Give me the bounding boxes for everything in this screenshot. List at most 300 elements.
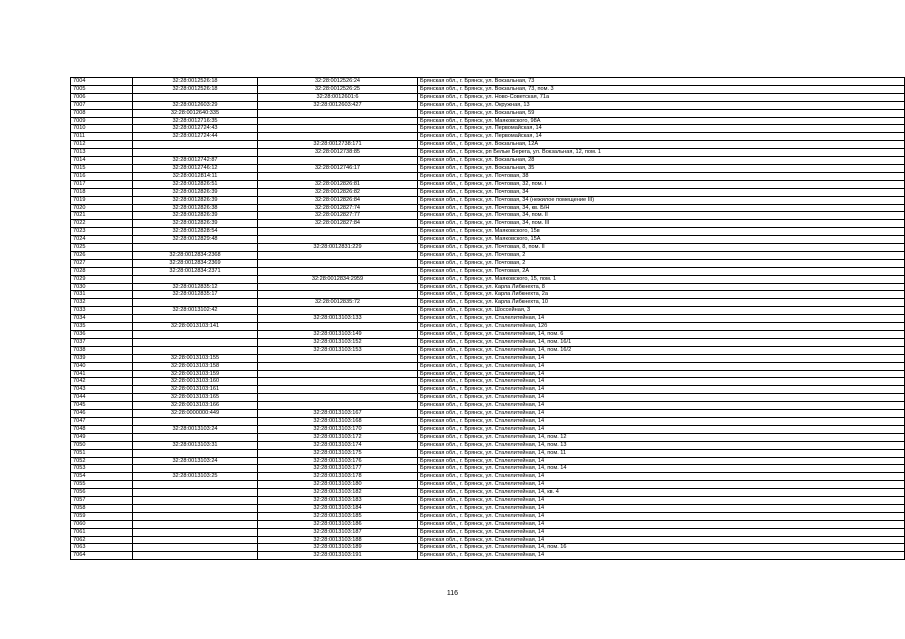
row-number-cell: 7056 bbox=[71, 489, 133, 497]
building-cadastral-number-cell: 32:28:0013103:185 bbox=[258, 512, 418, 520]
table-row bbox=[71, 212, 905, 220]
building-cadastral-number-cell: 32:28:0012827:77 bbox=[258, 212, 418, 220]
land-cadastral-number-cell: 32:28:0000000:449 bbox=[133, 410, 258, 418]
land-cadastral-number-cell: 32:28:0012828:54 bbox=[133, 228, 258, 236]
table-row bbox=[71, 117, 905, 125]
address-cell: Брянская обл., г. Брянск, ул. Почтовая, 2 bbox=[418, 251, 905, 259]
building-cadastral-number-cell: 32:28:0013103:183 bbox=[258, 497, 418, 505]
registry-table-body bbox=[71, 78, 905, 560]
land-cadastral-number-cell: 32:28:0013103:24 bbox=[133, 425, 258, 433]
building-cadastral-number-cell: 32:28:0013103:170 bbox=[258, 425, 418, 433]
land-cadastral-number-cell: 32:28:0012526:18 bbox=[133, 78, 258, 86]
building-cadastral-number-cell: 32:28:0013103:187 bbox=[258, 528, 418, 536]
row-number-cell: 7034 bbox=[71, 315, 133, 323]
address-cell: Брянская обл., г. Брянск, ул. Сталелитейная, 14 bbox=[418, 402, 905, 410]
row-number-cell: 7051 bbox=[71, 449, 133, 457]
row-number-cell: 7019 bbox=[71, 196, 133, 204]
table-row bbox=[71, 101, 905, 109]
land-cadastral-number-cell bbox=[133, 512, 258, 520]
land-cadastral-number-cell bbox=[133, 315, 258, 323]
address-cell: Брянская обл., г. Брянск, ул. Почтовая, 38 bbox=[418, 172, 905, 180]
table-row bbox=[71, 425, 905, 433]
address-cell: Брянская обл., г. Брянск, ул. Сталелитейная, 14 bbox=[418, 457, 905, 465]
building-cadastral-number-cell: 32:28:0013103:174 bbox=[258, 441, 418, 449]
row-number-cell: 7038 bbox=[71, 346, 133, 354]
table-row bbox=[71, 512, 905, 520]
address-cell: Брянская обл., г. Брянск, ул. Сталелитейная, 14 bbox=[418, 378, 905, 386]
building-cadastral-number-cell: 32:28:0012526:25 bbox=[258, 85, 418, 93]
row-number-cell: 7052 bbox=[71, 457, 133, 465]
table-row bbox=[71, 473, 905, 481]
land-cadastral-number-cell bbox=[133, 504, 258, 512]
row-number-cell: 7026 bbox=[71, 251, 133, 259]
building-cadastral-number-cell: 32:28:0013103:175 bbox=[258, 449, 418, 457]
table-row bbox=[71, 402, 905, 410]
address-cell: Брянская обл., г. Брянск, ул. Сталелитейная, 14 bbox=[418, 425, 905, 433]
land-cadastral-number-cell: 32:28:0012834:2371 bbox=[133, 267, 258, 275]
table-row bbox=[71, 410, 905, 418]
row-number-cell: 7004 bbox=[71, 78, 133, 86]
building-cadastral-number-cell: 32:28:0012827:74 bbox=[258, 204, 418, 212]
table-row bbox=[71, 394, 905, 402]
table-row bbox=[71, 141, 905, 149]
land-cadastral-number-cell bbox=[133, 489, 258, 497]
building-cadastral-number-cell bbox=[258, 307, 418, 315]
address-cell: Брянская обл., г. Брянск, ул. Вокзальная, 35 bbox=[418, 164, 905, 172]
land-cadastral-number-cell: 32:28:0012826:38 bbox=[133, 204, 258, 212]
building-cadastral-number-cell: 32:28:0012738:85 bbox=[258, 149, 418, 157]
row-number-cell: 7054 bbox=[71, 473, 133, 481]
row-number-cell: 7063 bbox=[71, 544, 133, 552]
building-cadastral-number-cell bbox=[258, 370, 418, 378]
row-number-cell: 7064 bbox=[71, 552, 133, 560]
address-cell: Брянская обл., г. Брянск, ул. Сталелитейная, 14 bbox=[418, 410, 905, 418]
building-cadastral-number-cell bbox=[258, 133, 418, 141]
address-cell: Брянская обл., г. Брянск, ул. Сталелитейная, 14, пом. 16 bbox=[418, 544, 905, 552]
row-number-cell: 7016 bbox=[71, 172, 133, 180]
land-cadastral-number-cell: 32:28:0013103:165 bbox=[133, 394, 258, 402]
land-cadastral-number-cell bbox=[133, 299, 258, 307]
building-cadastral-number-cell: 32:28:0012526:24 bbox=[258, 78, 418, 86]
row-number-cell: 7032 bbox=[71, 299, 133, 307]
address-cell: Брянская обл., г. Брянск, ул. Почтовая, 34, кв. Б/Н bbox=[418, 204, 905, 212]
row-number-cell: 7031 bbox=[71, 291, 133, 299]
address-cell: Брянская обл., г. Брянск, ул. Вокзальная, 28 bbox=[418, 157, 905, 165]
land-cadastral-number-cell: 32:28:0012746:12 bbox=[133, 164, 258, 172]
row-number-cell: 7053 bbox=[71, 465, 133, 473]
table-row bbox=[71, 323, 905, 331]
row-number-cell: 7022 bbox=[71, 220, 133, 228]
land-cadastral-number-cell: 32:28:0012834:2369 bbox=[133, 259, 258, 267]
row-number-cell: 7030 bbox=[71, 283, 133, 291]
building-cadastral-number-cell: 32:28:0013103:176 bbox=[258, 457, 418, 465]
address-cell: Брянская обл., г. Брянск, ул. Сталелитейная, 14, пом. 12 bbox=[418, 433, 905, 441]
land-cadastral-number-cell: 32:28:0013103:166 bbox=[133, 402, 258, 410]
address-cell: Брянская обл., г. Брянск, ул. Сталелитейная, 14 bbox=[418, 520, 905, 528]
land-cadastral-number-cell: 32:28:0013103:158 bbox=[133, 362, 258, 370]
land-cadastral-number-cell: 32:28:0012834:2368 bbox=[133, 251, 258, 259]
address-cell: Брянская обл., г. Брянск, ул. Сталелитейная, 14 bbox=[418, 315, 905, 323]
land-cadastral-number-cell bbox=[133, 331, 258, 339]
address-cell: Брянская обл., г. Брянск, ул. Почтовая, 34 (нежилое помещение III) bbox=[418, 196, 905, 204]
table-row bbox=[71, 267, 905, 275]
land-cadastral-number-cell bbox=[133, 552, 258, 560]
address-cell: Брянская обл., г. Брянск, ул. Почтовая, 34, пом. III bbox=[418, 220, 905, 228]
building-cadastral-number-cell bbox=[258, 402, 418, 410]
address-cell: Брянская обл., г. Брянск, ул. Сталелитейная, 14 bbox=[418, 512, 905, 520]
building-cadastral-number-cell bbox=[258, 109, 418, 117]
table-row bbox=[71, 552, 905, 560]
building-cadastral-number-cell bbox=[258, 157, 418, 165]
building-cadastral-number-cell bbox=[258, 291, 418, 299]
building-cadastral-number-cell: 32:28:0013103:172 bbox=[258, 433, 418, 441]
land-cadastral-number-cell: 32:28:0013103:25 bbox=[133, 473, 258, 481]
row-number-cell: 7023 bbox=[71, 228, 133, 236]
building-cadastral-number-cell: 32:28:0012738:171 bbox=[258, 141, 418, 149]
building-cadastral-number-cell: 32:28:0013103:184 bbox=[258, 504, 418, 512]
row-number-cell: 7040 bbox=[71, 362, 133, 370]
table-row bbox=[71, 299, 905, 307]
land-cadastral-number-cell: 32:28:0012640:335 bbox=[133, 109, 258, 117]
row-number-cell: 7035 bbox=[71, 323, 133, 331]
row-number-cell: 7060 bbox=[71, 520, 133, 528]
table-row bbox=[71, 489, 905, 497]
land-cadastral-number-cell: 32:28:0013103:141 bbox=[133, 323, 258, 331]
building-cadastral-number-cell bbox=[258, 172, 418, 180]
address-cell: Брянская обл., г. Брянск, ул. Сталелитейная, 12б bbox=[418, 323, 905, 331]
row-number-cell: 7015 bbox=[71, 164, 133, 172]
address-cell: Брянская обл., г. Брянск, ул. Сталелитейная, 14 bbox=[418, 417, 905, 425]
table-row bbox=[71, 228, 905, 236]
land-cadastral-number-cell: 32:28:0012526:18 bbox=[133, 85, 258, 93]
building-cadastral-number-cell: 32:28:0013103:180 bbox=[258, 481, 418, 489]
table-row bbox=[71, 354, 905, 362]
table-row bbox=[71, 441, 905, 449]
building-cadastral-number-cell: 32:28:0013103:149 bbox=[258, 331, 418, 339]
building-cadastral-number-cell bbox=[258, 267, 418, 275]
row-number-cell: 7029 bbox=[71, 275, 133, 283]
land-cadastral-number-cell bbox=[133, 544, 258, 552]
land-cadastral-number-cell bbox=[133, 93, 258, 101]
row-number-cell: 7020 bbox=[71, 204, 133, 212]
land-cadastral-number-cell bbox=[133, 141, 258, 149]
row-number-cell: 7009 bbox=[71, 117, 133, 125]
address-cell: Брянская обл., г. Брянск, ул. Маяковского, 15, пом. 1 bbox=[418, 275, 905, 283]
address-cell: Брянская обл., г. Брянск, ул. Сталелитейная, 14 bbox=[418, 552, 905, 560]
row-number-cell: 7011 bbox=[71, 133, 133, 141]
building-cadastral-number-cell: 32:28:0013103:178 bbox=[258, 473, 418, 481]
row-number-cell: 7050 bbox=[71, 441, 133, 449]
table-row bbox=[71, 291, 905, 299]
land-cadastral-number-cell: 32:28:0012826:39 bbox=[133, 212, 258, 220]
address-cell: Брянская обл., г. Брянск, ул. Сталелитейная, 14 bbox=[418, 473, 905, 481]
table-row bbox=[71, 504, 905, 512]
building-cadastral-number-cell: 32:28:0012826:84 bbox=[258, 196, 418, 204]
row-number-cell: 7045 bbox=[71, 402, 133, 410]
building-cadastral-number-cell: 32:28:0013103:186 bbox=[258, 520, 418, 528]
building-cadastral-number-cell: 32:28:0012826:81 bbox=[258, 180, 418, 188]
table-row bbox=[71, 465, 905, 473]
row-number-cell: 7048 bbox=[71, 425, 133, 433]
land-cadastral-number-cell bbox=[133, 520, 258, 528]
row-number-cell: 7039 bbox=[71, 354, 133, 362]
table-row bbox=[71, 172, 905, 180]
land-cadastral-number-cell bbox=[133, 244, 258, 252]
table-row bbox=[71, 378, 905, 386]
row-number-cell: 7028 bbox=[71, 267, 133, 275]
land-cadastral-number-cell: 32:28:0012835:17 bbox=[133, 291, 258, 299]
building-cadastral-number-cell: 32:28:0013103:152 bbox=[258, 338, 418, 346]
address-cell: Брянская обл., г. Брянск, ул. Сталелитейная, 14 bbox=[418, 370, 905, 378]
table-row bbox=[71, 338, 905, 346]
address-cell: Брянская обл., г. Брянск, ул. Сталелитейная, 14, пом. 11 bbox=[418, 449, 905, 457]
table-row bbox=[71, 244, 905, 252]
table-row bbox=[71, 85, 905, 93]
building-cadastral-number-cell: 32:28:0012746:17 bbox=[258, 164, 418, 172]
address-cell: Брянская обл., г. Брянск, ул. Карла Либкнехта, 8 bbox=[418, 283, 905, 291]
row-number-cell: 7013 bbox=[71, 149, 133, 157]
land-cadastral-number-cell: 32:28:0013102:42 bbox=[133, 307, 258, 315]
building-cadastral-number-cell: 32:28:0012827:84 bbox=[258, 220, 418, 228]
building-cadastral-number-cell bbox=[258, 251, 418, 259]
land-cadastral-number-cell bbox=[133, 275, 258, 283]
address-cell: Брянская обл., г. Брянск, ул. Вокзальная, 73, пом. 3 bbox=[418, 85, 905, 93]
row-number-cell: 7057 bbox=[71, 497, 133, 505]
land-cadastral-number-cell: 32:28:0012826:39 bbox=[133, 220, 258, 228]
address-cell: Брянская обл., г. Брянск, ул. Маяковского, 15в bbox=[418, 228, 905, 236]
table-row bbox=[71, 109, 905, 117]
land-cadastral-number-cell: 32:28:0013103:161 bbox=[133, 386, 258, 394]
address-cell: Брянская обл., г. Брянск, ул. Сталелитейная, 14, кв. 4 bbox=[418, 489, 905, 497]
table-row bbox=[71, 520, 905, 528]
row-number-cell: 7007 bbox=[71, 101, 133, 109]
building-cadastral-number-cell: 32:28:0013103:168 bbox=[258, 417, 418, 425]
building-cadastral-number-cell: 32:28:0012601:6 bbox=[258, 93, 418, 101]
building-cadastral-number-cell: 32:28:0013103:133 bbox=[258, 315, 418, 323]
row-number-cell: 7024 bbox=[71, 236, 133, 244]
table-row bbox=[71, 362, 905, 370]
table-row bbox=[71, 149, 905, 157]
row-number-cell: 7010 bbox=[71, 125, 133, 133]
building-cadastral-number-cell: 32:28:0013103:191 bbox=[258, 552, 418, 560]
table-row bbox=[71, 497, 905, 505]
row-number-cell: 7062 bbox=[71, 536, 133, 544]
row-number-cell: 7033 bbox=[71, 307, 133, 315]
table-row bbox=[71, 196, 905, 204]
row-number-cell: 7025 bbox=[71, 244, 133, 252]
land-cadastral-number-cell: 32:28:0012826:51 bbox=[133, 180, 258, 188]
table-row bbox=[71, 259, 905, 267]
row-number-cell: 7008 bbox=[71, 109, 133, 117]
land-cadastral-number-cell: 32:28:0013103:159 bbox=[133, 370, 258, 378]
building-cadastral-number-cell: 32:28:0013103:153 bbox=[258, 346, 418, 354]
land-cadastral-number-cell: 32:28:0012742:87 bbox=[133, 157, 258, 165]
land-cadastral-number-cell: 32:28:0012826:39 bbox=[133, 196, 258, 204]
address-cell: Брянская обл., г. Брянск, ул. Почтовая, 2А bbox=[418, 267, 905, 275]
land-cadastral-number-cell bbox=[133, 449, 258, 457]
land-cadastral-number-cell bbox=[133, 481, 258, 489]
row-number-cell: 7059 bbox=[71, 512, 133, 520]
address-cell: Брянская обл., г. Брянск, ул. Сталелитейная, 14 bbox=[418, 354, 905, 362]
land-cadastral-number-cell bbox=[133, 497, 258, 505]
address-cell: Брянская обл., г. Брянск, ул. Сталелитейная, 14, пом. 13 bbox=[418, 441, 905, 449]
address-cell: Брянская обл., г. Брянск, ул. Сталелитейная, 14 bbox=[418, 504, 905, 512]
address-cell: Брянская обл., г. Брянск, ул. Вокзальная, 73 bbox=[418, 78, 905, 86]
row-number-cell: 7055 bbox=[71, 481, 133, 489]
table-row bbox=[71, 417, 905, 425]
address-cell: Брянская обл., г. Брянск, ул. Сталелитейная, 14 bbox=[418, 497, 905, 505]
address-cell: Брянская обл., г. Брянск, ул. Сталелитейная, 14 bbox=[418, 481, 905, 489]
address-cell: Брянская обл., г. Брянск, ул. Сталелитейная, 14 bbox=[418, 362, 905, 370]
address-cell: Брянская обл., г. Брянск, ул. Первомайская, 14 bbox=[418, 125, 905, 133]
building-cadastral-number-cell bbox=[258, 228, 418, 236]
building-cadastral-number-cell: 32:28:0013103:177 bbox=[258, 465, 418, 473]
building-cadastral-number-cell bbox=[258, 394, 418, 402]
address-cell: Брянская обл., г. Брянск, ул. Окружная, 13 bbox=[418, 101, 905, 109]
building-cadastral-number-cell: 32:28:0013103:189 bbox=[258, 544, 418, 552]
row-number-cell: 7042 bbox=[71, 378, 133, 386]
land-cadastral-number-cell: 32:28:0013103:24 bbox=[133, 457, 258, 465]
land-cadastral-number-cell bbox=[133, 346, 258, 354]
building-cadastral-number-cell: 32:28:0012826:82 bbox=[258, 188, 418, 196]
building-cadastral-number-cell bbox=[258, 283, 418, 291]
table-row bbox=[71, 544, 905, 552]
address-cell: Брянская обл., г. Брянск, ул. Карла Либкнехта, 2а bbox=[418, 291, 905, 299]
building-cadastral-number-cell bbox=[258, 378, 418, 386]
table-row bbox=[71, 346, 905, 354]
row-number-cell: 7014 bbox=[71, 157, 133, 165]
address-cell: Брянская обл., г. Брянск, ул. Почтовая, 34 bbox=[418, 188, 905, 196]
table-row bbox=[71, 78, 905, 86]
table-row bbox=[71, 481, 905, 489]
table-row bbox=[71, 164, 905, 172]
row-number-cell: 7043 bbox=[71, 386, 133, 394]
table-row bbox=[71, 433, 905, 441]
row-number-cell: 7017 bbox=[71, 180, 133, 188]
address-cell: Брянская обл., г. Брянск, ул. Шоссейная, 3 bbox=[418, 307, 905, 315]
building-cadastral-number-cell: 32:28:0013103:167 bbox=[258, 410, 418, 418]
row-number-cell: 7061 bbox=[71, 528, 133, 536]
land-cadastral-number-cell: 32:28:0012835:12 bbox=[133, 283, 258, 291]
table-row bbox=[71, 457, 905, 465]
row-number-cell: 7044 bbox=[71, 394, 133, 402]
address-cell: Брянская обл., г. Брянск, ул. Первомайская, 14 bbox=[418, 133, 905, 141]
table-row bbox=[71, 275, 905, 283]
address-cell: Брянская обл., г. Брянск, ул. Сталелитейная, 14, пом. 16/1 bbox=[418, 338, 905, 346]
land-cadastral-number-cell: 32:28:0012603:29 bbox=[133, 101, 258, 109]
land-cadastral-number-cell bbox=[133, 417, 258, 425]
address-cell: Брянская обл., г. Брянск, ул. Почтовая, 8, пом. II bbox=[418, 244, 905, 252]
page-number: 116 bbox=[446, 590, 459, 597]
row-number-cell: 7047 bbox=[71, 417, 133, 425]
address-cell: Брянская обл., г. Брянск, ул. Сталелитейная, 14 bbox=[418, 394, 905, 402]
table-row bbox=[71, 536, 905, 544]
address-cell: Брянская обл., г. Брянск, ул. Сталелитейная, 14 bbox=[418, 536, 905, 544]
address-cell: Брянская обл., г. Брянск, ул. Сталелитейная, 14, пом. 14 bbox=[418, 465, 905, 473]
table-row bbox=[71, 449, 905, 457]
row-number-cell: 7027 bbox=[71, 259, 133, 267]
table-row bbox=[71, 331, 905, 339]
table-row bbox=[71, 528, 905, 536]
land-cadastral-number-cell: 32:28:0012716:35 bbox=[133, 117, 258, 125]
row-number-cell: 7046 bbox=[71, 410, 133, 418]
row-number-cell: 7036 bbox=[71, 331, 133, 339]
table-row bbox=[71, 220, 905, 228]
address-cell: Брянская обл., г. Брянск, ул. Сталелитейная, 14, пом. 6 bbox=[418, 331, 905, 339]
address-cell: Брянская обл., г. Брянск, ул. Ново-Советская, 71а bbox=[418, 93, 905, 101]
row-number-cell: 7018 bbox=[71, 188, 133, 196]
registry-sheet bbox=[70, 77, 905, 560]
table-row bbox=[71, 236, 905, 244]
row-number-cell: 7021 bbox=[71, 212, 133, 220]
building-cadastral-number-cell bbox=[258, 323, 418, 331]
land-cadastral-number-cell: 32:28:0013103:155 bbox=[133, 354, 258, 362]
address-cell: Брянская обл., г. Брянск, ул. Сталелитейная, 14 bbox=[418, 528, 905, 536]
table-row bbox=[71, 251, 905, 259]
table-row bbox=[71, 125, 905, 133]
row-number-cell: 7006 bbox=[71, 93, 133, 101]
building-cadastral-number-cell bbox=[258, 362, 418, 370]
address-cell: Брянская обл., г. Брянск, ул. Почтовая, 32, пом. I bbox=[418, 180, 905, 188]
address-cell: Брянская обл., г. Брянск, ул. Почтовая, 34, пом. II bbox=[418, 212, 905, 220]
table-row bbox=[71, 386, 905, 394]
address-cell: Брянская обл., г. Брянск, ул. Маяковского, 98А bbox=[418, 117, 905, 125]
land-cadastral-number-cell: 32:28:0013103:160 bbox=[133, 378, 258, 386]
row-number-cell: 7049 bbox=[71, 433, 133, 441]
building-cadastral-number-cell: 32:28:0012831:229 bbox=[258, 244, 418, 252]
row-number-cell: 7037 bbox=[71, 338, 133, 346]
table-row bbox=[71, 370, 905, 378]
land-cadastral-number-cell: 32:28:0012826:39 bbox=[133, 188, 258, 196]
table-row bbox=[71, 180, 905, 188]
table-row bbox=[71, 133, 905, 141]
table-row bbox=[71, 204, 905, 212]
table-row bbox=[71, 283, 905, 291]
registry-table bbox=[70, 77, 905, 560]
address-cell: Брянская обл., г. Брянск, рп Белые Берега, ул. Вокзальная, 12, пом. 1 bbox=[418, 149, 905, 157]
land-cadastral-number-cell: 32:28:0012814:11 bbox=[133, 172, 258, 180]
address-cell: Брянская обл., г. Брянск, ул. Вокзальная, 12А bbox=[418, 141, 905, 149]
land-cadastral-number-cell bbox=[133, 433, 258, 441]
land-cadastral-number-cell bbox=[133, 465, 258, 473]
land-cadastral-number-cell bbox=[133, 536, 258, 544]
building-cadastral-number-cell: 32:28:0012835:72 bbox=[258, 299, 418, 307]
table-row bbox=[71, 315, 905, 323]
address-cell: Брянская обл., г. Брянск, ул. Почтовая, 2 bbox=[418, 259, 905, 267]
address-cell: Брянская обл., г. Брянск, ул. Вокзальная, 59 bbox=[418, 109, 905, 117]
land-cadastral-number-cell: 32:28:0013103:31 bbox=[133, 441, 258, 449]
row-number-cell: 7012 bbox=[71, 141, 133, 149]
building-cadastral-number-cell: 32:28:0013103:188 bbox=[258, 536, 418, 544]
row-number-cell: 7005 bbox=[71, 85, 133, 93]
building-cadastral-number-cell bbox=[258, 259, 418, 267]
building-cadastral-number-cell bbox=[258, 354, 418, 362]
address-cell: Брянская обл., г. Брянск, ул. Сталелитейная, 14, пом. 16/2 bbox=[418, 346, 905, 354]
building-cadastral-number-cell bbox=[258, 117, 418, 125]
land-cadastral-number-cell bbox=[133, 338, 258, 346]
land-cadastral-number-cell bbox=[133, 149, 258, 157]
building-cadastral-number-cell bbox=[258, 236, 418, 244]
row-number-cell: 7058 bbox=[71, 504, 133, 512]
building-cadastral-number-cell: 32:28:0013103:182 bbox=[258, 489, 418, 497]
table-row bbox=[71, 307, 905, 315]
building-cadastral-number-cell bbox=[258, 386, 418, 394]
address-cell: Брянская обл., г. Брянск, ул. Маяковского, 15А bbox=[418, 236, 905, 244]
land-cadastral-number-cell: 32:28:0012829:48 bbox=[133, 236, 258, 244]
table-row bbox=[71, 157, 905, 165]
table-row bbox=[71, 188, 905, 196]
address-cell: Брянская обл., г. Брянск, ул. Сталелитейная, 14 bbox=[418, 386, 905, 394]
